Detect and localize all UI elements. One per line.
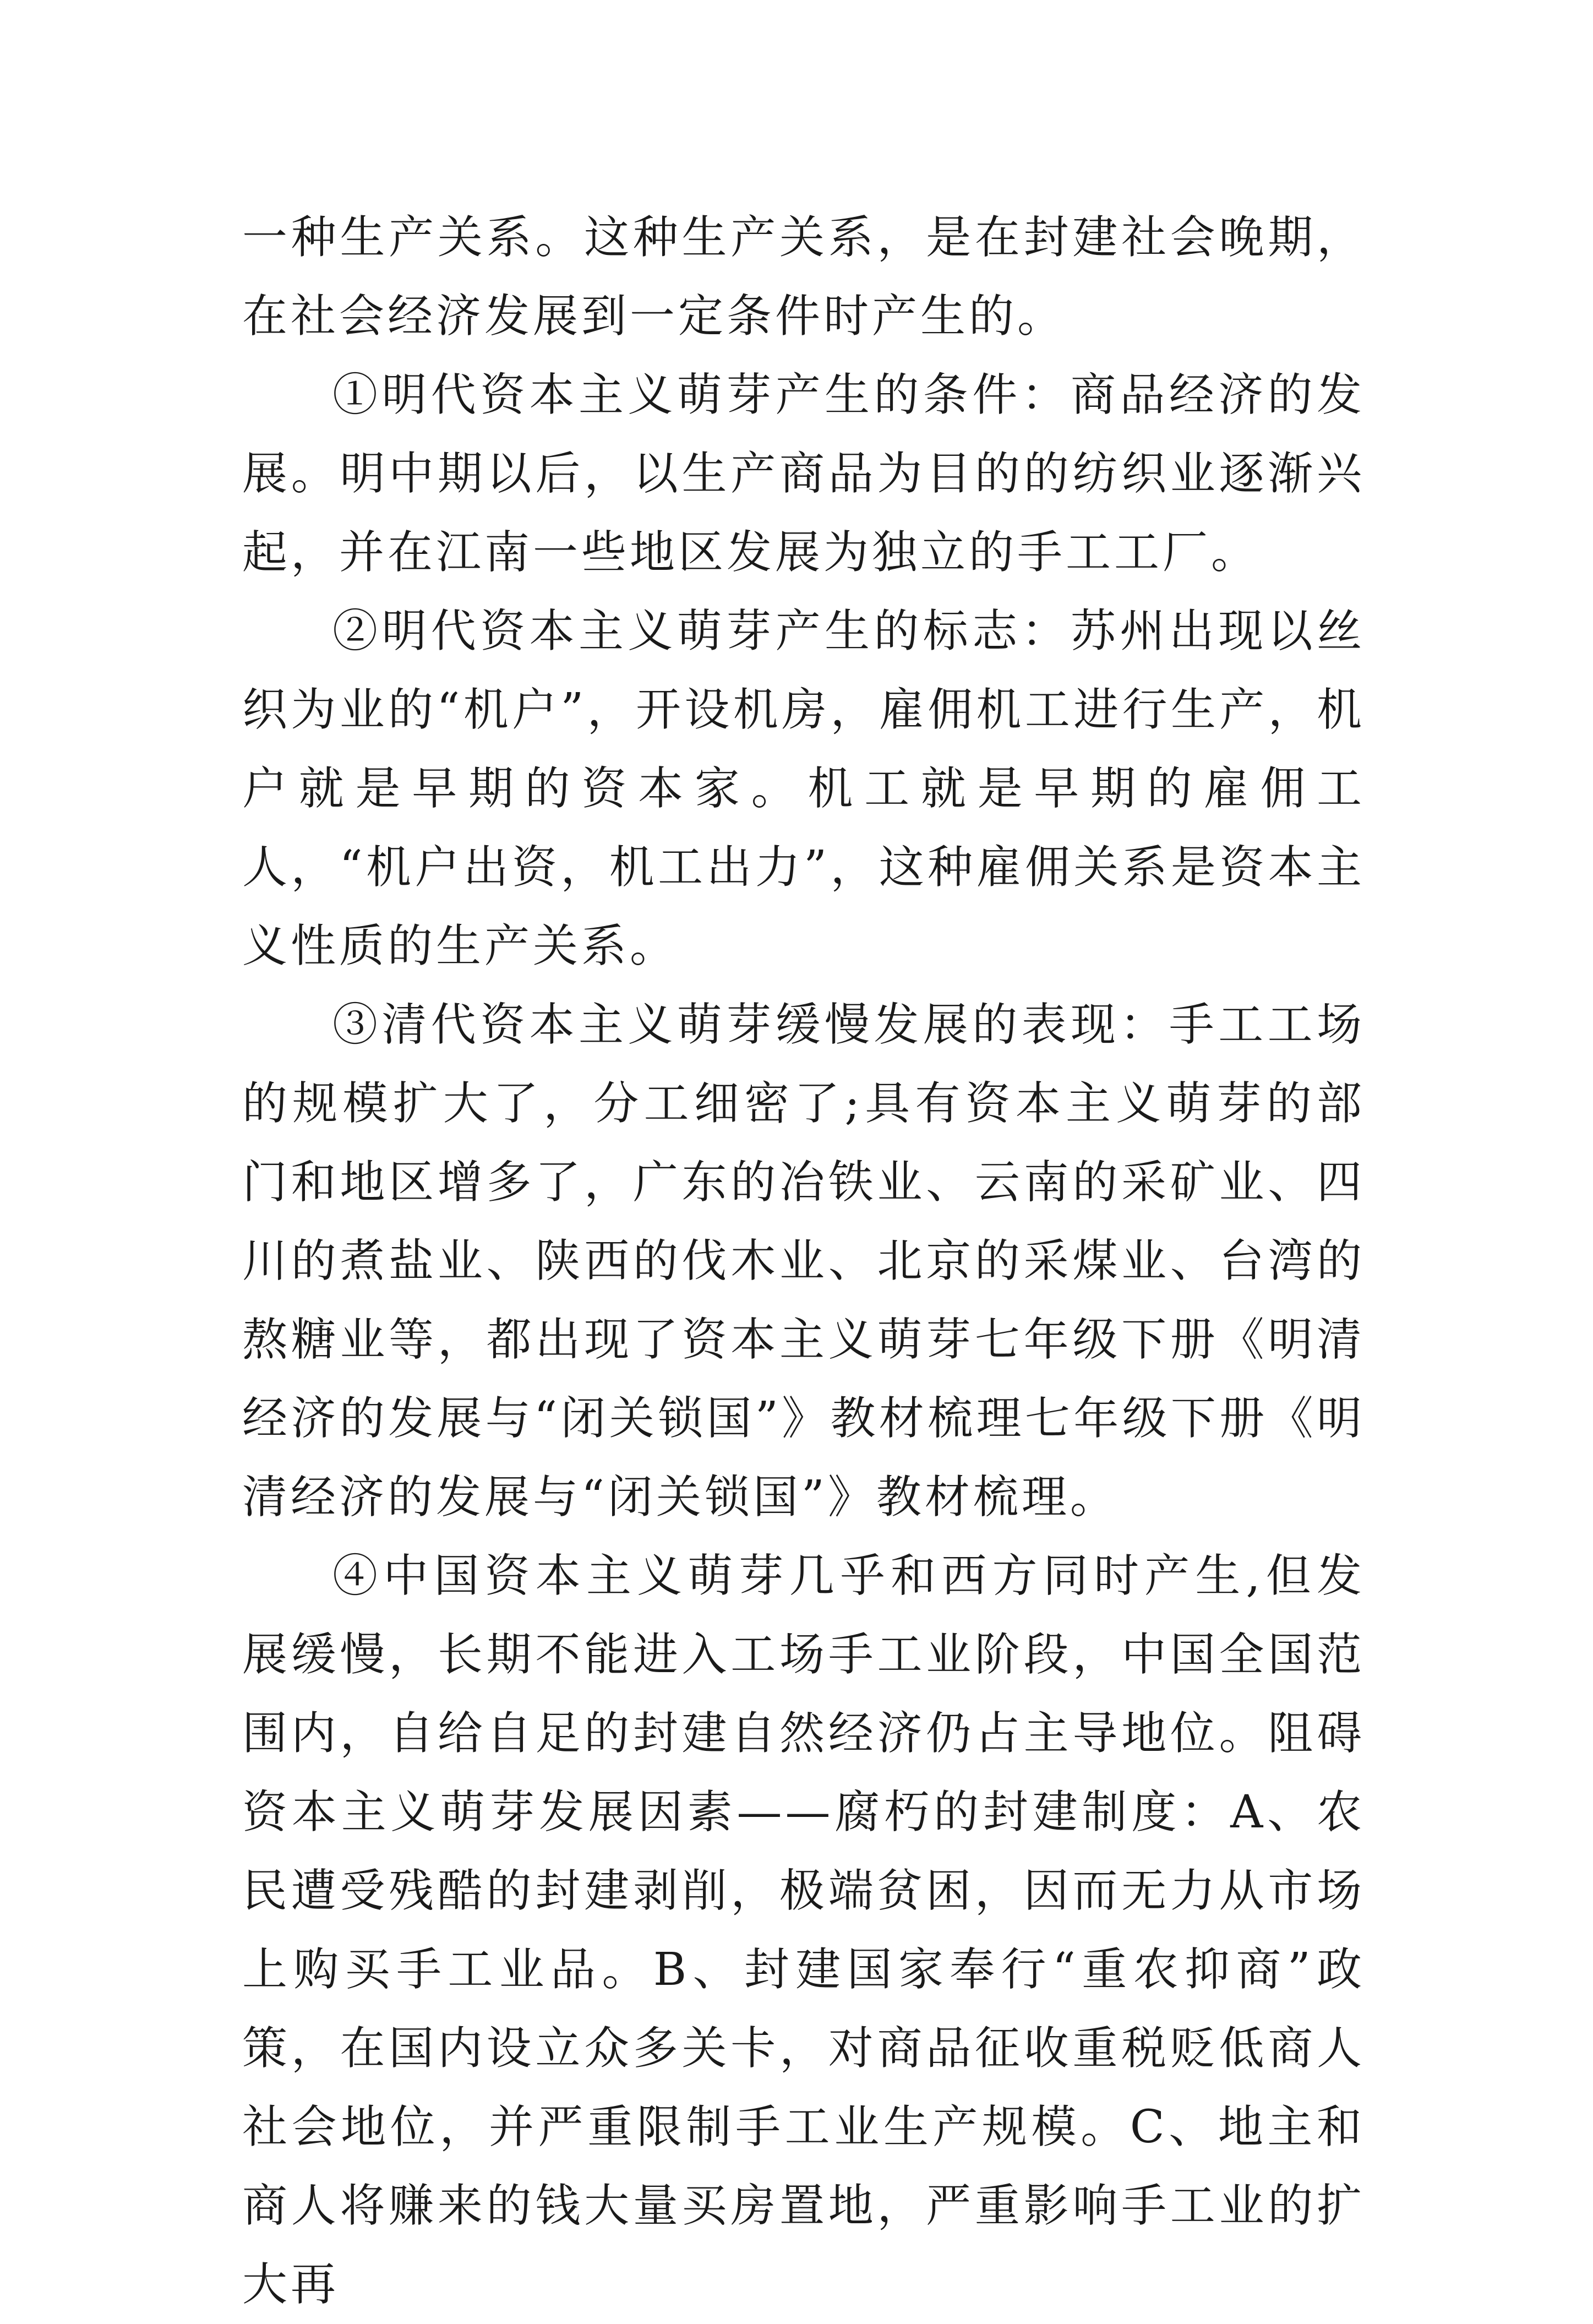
paragraph-obstacles: ④中国资本主义萌芽几乎和西方同时产生,但发展缓慢，长期不能进入工场手工业阶段，中国全国范围内，自给自足的封建自然经济仍占主导地位。阻碍资本主义萌芽发展因素——腐朽的封建制度：A、农民遭受残酷的封建剥削，极端贫困，因而无力从市场上购买手工业品。B、封建国家奉行“重农抑商”政策，在国内设立众多关卡，对商品征收重税贬低商人社会地位，并严重限制手工业生产规模。C、地主和商人将赚来的钱大量买房置地，严重影响手工业的扩大再 xyxy=(242,1550,1365,2311)
document-body xyxy=(242,198,1365,2324)
paragraph-qing-development: ③清代资本主义萌芽缓慢发展的表现：手工工场的规模扩大了，分工细密了;具有资本主义萌芽的部门和地区增多了，广东的冶铁业、云南的采矿业、四川的煮盐业、陕西的伐木业、北京的采煤业、台湾的熬糖业等，都出现了资本主义萌芽七年级下册《明清经济的发展与“闭关锁国”》教材梳理七年级下册《明清经济的发展与“闭关锁国”》教材梳理。 xyxy=(242,999,1365,1523)
paragraph-intro: 一种生产关系。这种生产关系，是在封建社会晚期，在社会经济发展到一定条件时产生的。 xyxy=(242,211,1365,342)
paragraph-ming-marks: ②明代资本主义萌芽产生的标志：苏州出现以丝织为业的“机户”，开设机房，雇佣机工进行生产，机户就是早期的资本家。机工就是早期的雇佣工人，“机户出资，机工出力”，这种雇佣关系是资本主义性质的生产关系。 xyxy=(242,605,1365,972)
paragraph-ming-conditions: ①明代资本主义萌芽产生的条件：商品经济的发展。明中期以后，以生产商品为目的的纺织业逐渐兴起，并在江南一些地区发展为独立的手工工厂。 xyxy=(242,369,1365,579)
